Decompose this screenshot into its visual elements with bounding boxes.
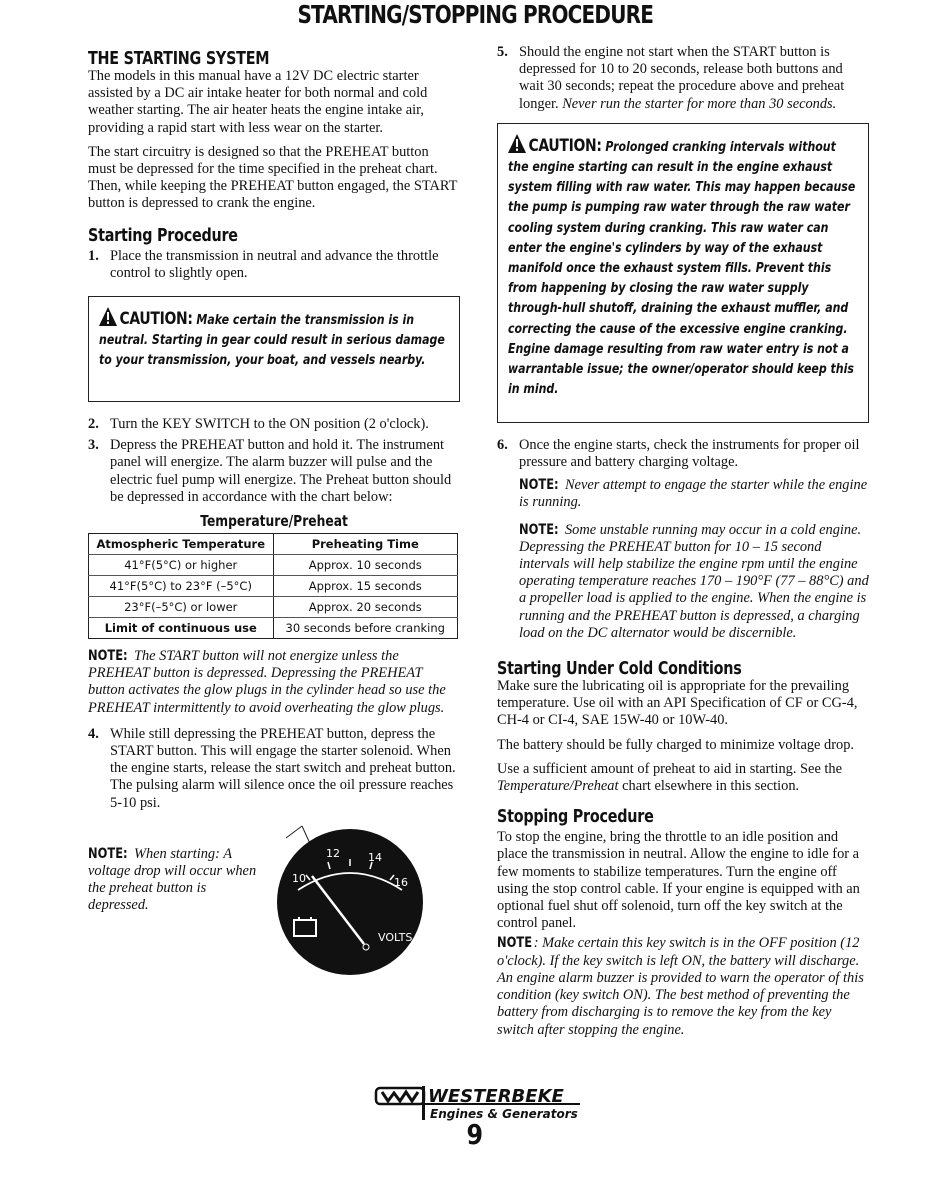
table-header-row [89,534,458,555]
starting-system-para-1: The models in this manual have a 12V DC electric starter assisted by a DC air intake heater for both normal and cold weather starting. The air heater heats the engine intake air, providing a rapid start with less wear on the starter. [88,68,428,136]
preheat-table [88,533,458,639]
table-cell: 41°F(5°C) or higher [89,555,274,576]
cold-para-1: Make sure the lubricating oil is appropriate for the prevailing temperature. Use oil with an API Specification of CF or CG-4, CH-4 or CI-4, SAE 15W-40 or 10W-40. [497,678,858,729]
starting-system-heading: THE STARTING SYSTEM [88,49,270,69]
step-1: 1. Place the transmission in neutral and advance the throttle control to slightly open. [88,247,439,281]
starting-procedure-heading: Starting Procedure [88,225,238,246]
gauge-unit-label: VOLTS [378,930,413,944]
page-number: 9 [466,1118,484,1151]
note-engaging-starter: NOTE: Never attempt to engage the starter while the engine is running. [519,477,868,511]
gauge-label-14: 14 [368,850,382,864]
step-4: 4. While still depressing the PREHEAT button, depress the START button. This will engage the starter solenoid. When the engine starts, release the start switch and preheat button. The pulsing alarm will silence once the oil pressure reaches 5-10 psi. [88,725,456,811]
table-row [89,618,458,639]
step-3: 3. Depress the PREHEAT button and hold it. The instrument panel will energize. The alarm buzzer will pulse and the electric fuel pump will energize. The Preheat button should be depressed in accordance with the chart below: [88,437,452,505]
warning-triangle-icon [99,307,117,326]
stopping-procedure-heading: Stopping Procedure [497,807,654,828]
page-title: STARTING/STOPPING PROCEDURE [297,0,653,29]
table-cell: 41°F(5°C) to 23°F (–5°C) [89,576,274,597]
cold-para-2: The battery should be fully charged to minimize voltage drop. [497,736,855,753]
gauge-label-16: 16 [394,875,408,889]
table-cell: Approx. 10 seconds [273,555,458,576]
step-6: 6. Once the engine starts, check the instruments for proper oil pressure and battery charging voltage. [497,436,860,471]
voltmeter-gauge-icon [268,820,433,975]
caution-cranking-text: Prolonged cranking intervals without the engine starting can result in the engine exhaust system filling with raw water. This may happen because the pump is pumping raw water through the raw water cooling system during cranking. This raw water can enter the engine's cylinders by way of the exhaust manifold once the exhaust system fills. Prevent this from happening by closing the raw water supply through-hull shutoff, draining the exhaust muffler, and correcting the cause of the excessive engine cranking. Engine damage resulting from raw water entry is not a warrantable issue; the owner/operator should keep this in mind. [508,139,856,398]
stopping-para: To stop the engine, bring the throttle to an idle position and place the transmission in neutral. Allow the engine to idle for a few moments to stabilize temperatures. Turn the engine off using the stop control cable. If your engine is equipped with an optional fuel shut off solenoid, turn off the key switch at the control panel. [497,829,860,932]
note-unstable-running: NOTE: Some unstable running may occur in a cold engine. Depressing the PREHEAT button for 10 – 15 second intervals will help stabilize the engine rpm until the engine operating temperature reaches 170 – 190°F (77 – 88°C) and a propeller load is applied to the engine. When the engine is running and the PREHEAT button is depressed, a charging load on the DC alternator would be discernible. [519,521,869,641]
westerbeke-logo-icon [372,1082,582,1122]
note-key-switch: NOTE : Make certain this key switch is in the OFF position (12 o'clock). If the key switch is left ON, the battery will discharge. An engine alarm buzzer is provided to warn the operator of this condition (key switch ON). The best method of preventing the battery from discharging is to remove the key from the key switch after stopping the engine. [497,935,864,1038]
table-header: Atmospheric Temperature [89,534,274,555]
note-voltage-drop: NOTE: When starting: A voltage drop will occur when the preheat button is depressed. [88,845,257,914]
caution-transmission-text: Make certain the transmission is in neutral. Starting in gear could result in serious damage to your transmission, your boat, and vessels nearby. [99,313,445,369]
table-cell: Approx. 20 seconds [273,597,458,618]
starting-system-para-2: The start circuitry is designed so that the PREHEAT button must be depressed for the time specified in the preheat chart. Then, while keeping the PREHEAT button engaged, the START button is depressed to crank the engine. [88,143,458,212]
voltage-gauge-area [88,826,460,966]
step-5: 5. Should the engine not start when the START button is depressed for 10 to 20 seconds, release both buttons and wait 30 seconds; repeat the procedure above and preheat longer. Never run the starter for more than 30 seconds. [497,44,845,112]
gauge-label-10: 10 [292,871,306,885]
step-5-emphasis: Never run the starter for more than 30 seconds. [562,95,837,112]
preheat-table-title: Temperature/Preheat [200,512,348,531]
table-header: Preheating Time [273,534,458,555]
step-2: 2. Turn the KEY SWITCH to the ON position (2 o'clock). [88,416,429,433]
caution-transmission-box: CAUTION: Make certain the transmission is in neutral. Starting in gear could result in serious damage to your transmission, your boat, and vessels nearby. [88,296,460,402]
table-cell: Approx. 15 seconds [273,576,458,597]
cold-conditions-heading: Starting Under Cold Conditions [497,659,742,680]
cold-para-3: Use a sufficient amount of preheat to aid in starting. See the Temperature/Preheat chart elsewhere in this section. [497,760,843,795]
brand-name: WESTERBEKE [428,1086,564,1107]
table-row [89,576,458,597]
warning-triangle-icon [508,134,526,153]
note-start-button: NOTE: The START button will not energize unless the PREHEAT button is depressed. Depressing the PREHEAT button activates the glow plugs in the cylinder head so use the PREHEAT intermittently to avoid overheating the glow plugs. [88,648,446,716]
table-cell: Limit of continuous use [89,618,274,639]
brand-tagline: Engines & Generators [430,1107,578,1121]
table-cell: 30 seconds before cranking [285,621,445,636]
left-column [88,44,460,966]
table-row [89,597,458,618]
caution-cranking-box: CAUTION: Prolonged cranking intervals without the engine starting can result in the engine exhaust system filling with raw water. This may happen because the pump is pumping raw water through the raw water cooling system during cranking. This raw water can enter the engine's cylinders by way of the exhaust manifold once the exhaust system fills. Prevent this from happening by closing the raw water supply through-hull shutoff, draining the exhaust muffler, and correcting the cause of the excessive engine cranking. Engine damage resulting from raw water entry is not a warrantable issue; the owner/operator should keep this in mind. [497,123,869,423]
table-cell: 23°F(–5°C) or lower [89,597,274,618]
gauge-label-12: 12 [326,846,340,860]
table-row [89,555,458,576]
right-column [497,44,869,1039]
